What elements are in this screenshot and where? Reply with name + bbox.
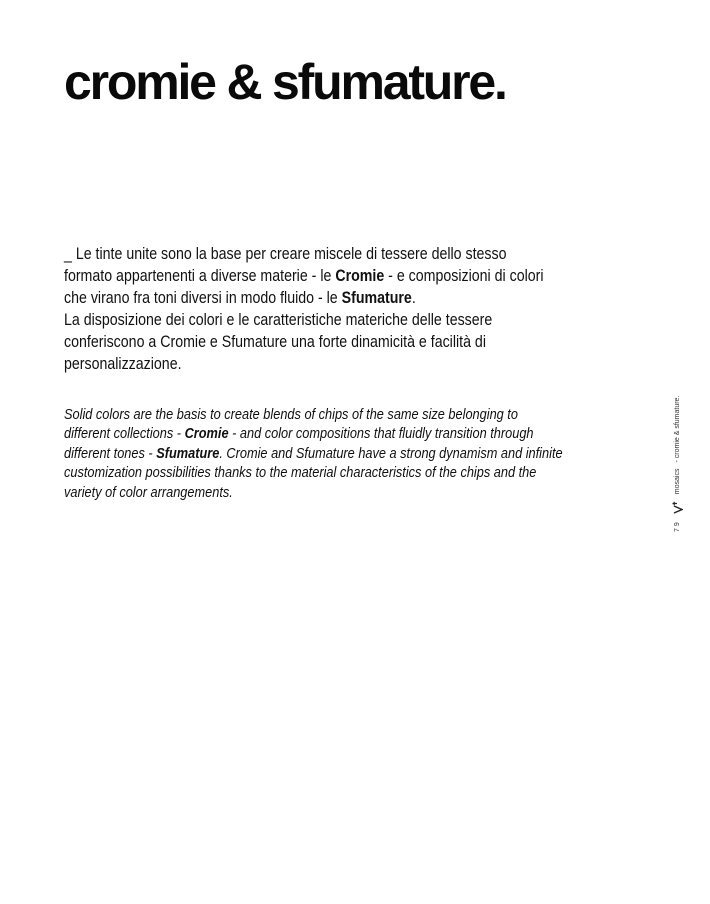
bold-term-cromie: Cromie [184, 426, 229, 443]
page-title: cromie & sfumature. [64, 54, 506, 110]
vt-logo-icon [672, 500, 683, 514]
vertical-footer [672, 396, 683, 532]
english-line: variety of color arrangements. [64, 484, 233, 501]
italian-line [64, 265, 649, 287]
italian-line: conferiscono a Cromie e Sfumature una forte dinamicità e facilità di [64, 333, 486, 351]
english-line: Solid colors are the basis to create blends of chips of the same size belonging to [64, 407, 518, 423]
italian-line: _ Le tinte unite sono la base per creare miscele di tessere dello stesso [64, 245, 507, 263]
english-line [64, 425, 563, 444]
italian-line: La disposizione dei colori e le caratteristiche materiche delle tessere [64, 311, 493, 329]
bold-term-sfumature: Sfumature [156, 445, 220, 462]
english-line [64, 445, 563, 464]
text-run: formato appartenenti a diverse materie - le [64, 267, 336, 285]
text-run: . [411, 289, 416, 307]
bold-term-sfumature: Sfumature [341, 289, 412, 307]
text-run: - e composizioni di colori [384, 267, 544, 285]
english-paragraph [64, 406, 563, 503]
section-text: - cromie & sfumature. [674, 395, 681, 463]
brand-text: mosaics [674, 468, 681, 495]
text-run: . Cromie and Sfumature have a strong dynamism and infinite [219, 445, 563, 462]
text-run: different collections - [64, 426, 185, 443]
text-run: different tones - [64, 445, 157, 462]
vt-logo-icon [672, 500, 683, 514]
bold-term-cromie: Cromie [335, 267, 385, 285]
page-number: 79 [674, 520, 681, 532]
text-run: che virano fra toni diversi in modo fluido - le [64, 289, 342, 307]
english-line: customization possibilities thanks to the material characteristics of the chips and the [64, 465, 537, 482]
italian-line: personalizzazione. [64, 355, 182, 373]
text-run: - and color compositions that fluidly transition through [228, 426, 534, 443]
italian-line [64, 287, 649, 309]
italian-paragraph [64, 243, 649, 375]
